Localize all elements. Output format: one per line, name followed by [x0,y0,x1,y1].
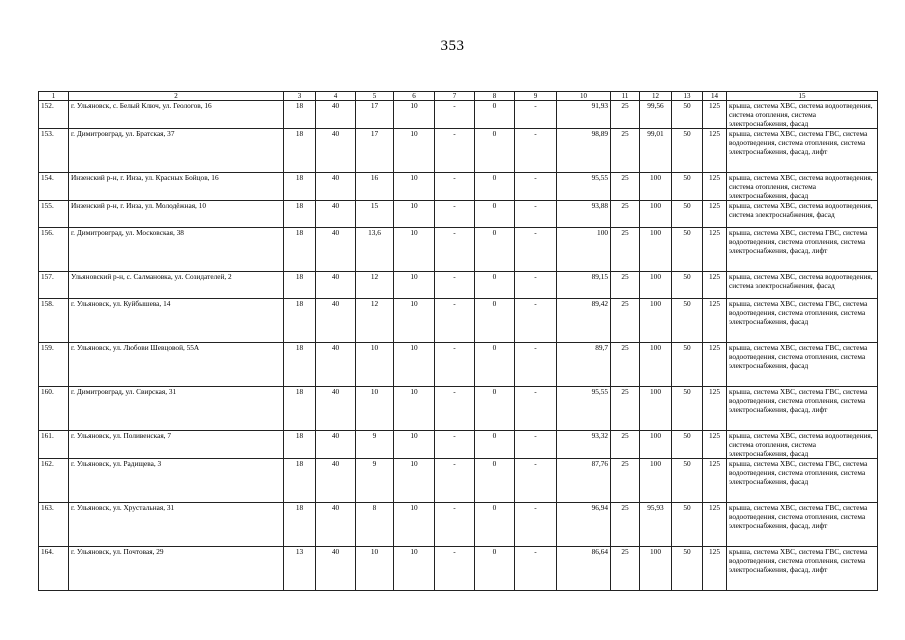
row-number: 158. [39,299,69,343]
col-14-cell: 125 [703,387,727,431]
works-cell: крыша, система ХВС, система ГВС, система водоотведения, система отопления, система электроснабжения, фасад [727,459,878,503]
col-6-cell: 10 [394,387,435,431]
col-6-cell: 10 [394,299,435,343]
address-cell: Ульяновский р-н, с. Салмановка, ул. Созидателей, 2 [69,272,284,299]
address-cell: г. Ульяновск, ул. Почтовая, 29 [69,547,284,591]
col-5-cell: 13,6 [356,228,394,272]
col-9-cell: - [515,228,557,272]
address-cell: г. Ульяновск, ул. Куйбышева, 14 [69,299,284,343]
column-header-5: 5 [356,92,394,101]
row-number: 154. [39,173,69,201]
col-13-cell: 50 [672,173,703,201]
col-11-cell: 25 [611,173,640,201]
col-12-cell: 95,93 [640,503,672,547]
col-7-cell: - [435,228,475,272]
col-11-cell: 25 [611,343,640,387]
col-5-cell: 15 [356,201,394,228]
col-9-cell: - [515,387,557,431]
col-7-cell: - [435,431,475,459]
table-row [39,343,878,387]
col-4-cell: 40 [316,228,356,272]
col-6-cell: 10 [394,228,435,272]
col-12-cell: 100 [640,173,672,201]
col-10-cell: 93,88 [557,201,611,228]
col-12-cell: 100 [640,343,672,387]
col-9-cell: - [515,129,557,173]
col-12-cell: 99,56 [640,101,672,129]
works-cell: крыша, система ХВС, система ГВС, система водоотведения, система отопления, система электроснабжения, фасад, лифт [727,228,878,272]
col-3-cell: 18 [284,173,316,201]
col-6-cell: 10 [394,201,435,228]
col-12-cell: 100 [640,228,672,272]
col-8-cell: 0 [475,129,515,173]
col-8-cell: 0 [475,503,515,547]
col-14-cell: 125 [703,201,727,228]
col-7-cell: - [435,547,475,591]
col-4-cell: 40 [316,129,356,173]
col-6-cell: 10 [394,272,435,299]
col-10-cell: 91,93 [557,101,611,129]
col-7-cell: - [435,129,475,173]
column-header-2: 2 [69,92,284,101]
col-4-cell: 40 [316,343,356,387]
col-8-cell: 0 [475,101,515,129]
col-9-cell: - [515,431,557,459]
col-13-cell: 50 [672,503,703,547]
col-8-cell: 0 [475,272,515,299]
row-number: 157. [39,272,69,299]
col-12-cell: 100 [640,272,672,299]
col-3-cell: 18 [284,228,316,272]
address-cell: г. Димитровград, ул. Московская, 38 [69,228,284,272]
col-13-cell: 50 [672,547,703,591]
table-row [39,503,878,547]
table-row [39,129,878,173]
col-12-cell: 100 [640,201,672,228]
col-4-cell: 40 [316,431,356,459]
col-6-cell: 10 [394,343,435,387]
works-cell: крыша, система ХВС, система водоотведения, система отопления, система электроснабжения, фасад [727,101,878,129]
col-14-cell: 125 [703,272,727,299]
col-9-cell: - [515,101,557,129]
column-header-6: 6 [394,92,435,101]
col-6-cell: 10 [394,547,435,591]
works-cell: крыша, система ХВС, система водоотведения, система электроснабжения, фасад [727,201,878,228]
column-header-8: 8 [475,92,515,101]
works-cell: крыша, система ХВС, система ГВС, система водоотведения, система отопления, система электроснабжения, фасад [727,343,878,387]
col-7-cell: - [435,387,475,431]
works-cell: крыша, система ХВС, система ГВС, система водоотведения, система отопления, система электроснабжения, фасад, лифт [727,129,878,173]
col-4-cell: 40 [316,299,356,343]
row-number: 153. [39,129,69,173]
address-cell: г. Димитровград, ул. Братская, 37 [69,129,284,173]
works-cell: крыша, система ХВС, система водоотведения, система электроснабжения, фасад [727,272,878,299]
col-5-cell: 17 [356,101,394,129]
table-row [39,547,878,591]
col-14-cell: 125 [703,101,727,129]
col-11-cell: 25 [611,299,640,343]
col-13-cell: 50 [672,431,703,459]
col-3-cell: 13 [284,547,316,591]
col-14-cell: 125 [703,129,727,173]
column-header-12: 12 [640,92,672,101]
col-10-cell: 96,94 [557,503,611,547]
col-10-cell: 89,7 [557,343,611,387]
col-9-cell: - [515,343,557,387]
table-row [39,272,878,299]
col-5-cell: 12 [356,272,394,299]
address-cell: г. Ульяновск, ул. Хрустальная, 31 [69,503,284,547]
col-4-cell: 40 [316,101,356,129]
col-8-cell: 0 [475,228,515,272]
column-header-9: 9 [515,92,557,101]
col-8-cell: 0 [475,299,515,343]
row-number: 162. [39,459,69,503]
col-4-cell: 40 [316,547,356,591]
col-4-cell: 40 [316,201,356,228]
col-10-cell: 89,15 [557,272,611,299]
table-row [39,228,878,272]
col-6-cell: 10 [394,459,435,503]
col-14-cell: 125 [703,343,727,387]
col-8-cell: 0 [475,459,515,503]
col-5-cell: 12 [356,299,394,343]
address-cell: г. Ульяновск, ул. Поливенская, 7 [69,431,284,459]
row-number: 159. [39,343,69,387]
table-row [39,101,878,129]
address-cell: г. Ульяновск, ул. Любови Шевцовой, 55А [69,343,284,387]
col-7-cell: - [435,343,475,387]
table-row [39,431,878,459]
col-6-cell: 10 [394,129,435,173]
col-3-cell: 18 [284,299,316,343]
col-7-cell: - [435,299,475,343]
col-3-cell: 18 [284,129,316,173]
col-11-cell: 25 [611,547,640,591]
works-cell: крыша, система ХВС, система ГВС, система водоотведения, система отопления, система электроснабжения, фасад [727,299,878,343]
col-8-cell: 0 [475,431,515,459]
col-8-cell: 0 [475,173,515,201]
col-11-cell: 25 [611,201,640,228]
col-12-cell: 100 [640,387,672,431]
col-5-cell: 16 [356,173,394,201]
col-5-cell: 9 [356,431,394,459]
col-8-cell: 0 [475,387,515,431]
col-5-cell: 10 [356,547,394,591]
col-9-cell: - [515,173,557,201]
header-row [39,92,878,101]
col-6-cell: 10 [394,101,435,129]
row-number: 156. [39,228,69,272]
col-10-cell: 95,55 [557,387,611,431]
col-3-cell: 18 [284,459,316,503]
col-8-cell: 0 [475,547,515,591]
col-5-cell: 17 [356,129,394,173]
col-10-cell: 87,76 [557,459,611,503]
col-11-cell: 25 [611,272,640,299]
col-14-cell: 125 [703,547,727,591]
col-12-cell: 100 [640,547,672,591]
row-number: 155. [39,201,69,228]
row-number: 152. [39,101,69,129]
register-table [38,91,878,591]
col-4-cell: 40 [316,503,356,547]
col-14-cell: 125 [703,431,727,459]
col-9-cell: - [515,547,557,591]
table-row [39,387,878,431]
col-10-cell: 86,64 [557,547,611,591]
col-13-cell: 50 [672,101,703,129]
column-header-10: 10 [557,92,611,101]
col-7-cell: - [435,173,475,201]
col-10-cell: 100 [557,228,611,272]
works-cell: крыша, система ХВС, система водоотведения, система отопления, система электроснабжения, фасад [727,431,878,459]
col-13-cell: 50 [672,272,703,299]
col-7-cell: - [435,101,475,129]
row-number: 161. [39,431,69,459]
col-4-cell: 40 [316,387,356,431]
row-number: 163. [39,503,69,547]
address-cell: г. Ульяновск, с. Белый Ключ, ул. Геологов, 16 [69,101,284,129]
col-14-cell: 125 [703,299,727,343]
col-10-cell: 93,32 [557,431,611,459]
address-cell: г. Ульяновск, ул. Радищева, 3 [69,459,284,503]
address-cell: г. Димитровград, ул. Свирская, 31 [69,387,284,431]
col-4-cell: 40 [316,459,356,503]
column-header-13: 13 [672,92,703,101]
column-header-7: 7 [435,92,475,101]
col-8-cell: 0 [475,201,515,228]
col-13-cell: 50 [672,387,703,431]
col-7-cell: - [435,503,475,547]
column-header-14: 14 [703,92,727,101]
col-11-cell: 25 [611,101,640,129]
col-5-cell: 10 [356,387,394,431]
col-5-cell: 8 [356,503,394,547]
col-13-cell: 50 [672,129,703,173]
col-14-cell: 125 [703,503,727,547]
col-7-cell: - [435,459,475,503]
col-13-cell: 50 [672,343,703,387]
page-number: 353 [440,38,465,54]
col-6-cell: 10 [394,173,435,201]
table-row [39,173,878,201]
col-13-cell: 50 [672,201,703,228]
col-5-cell: 10 [356,343,394,387]
column-header-3: 3 [284,92,316,101]
col-3-cell: 18 [284,503,316,547]
col-3-cell: 18 [284,387,316,431]
col-6-cell: 10 [394,503,435,547]
col-12-cell: 100 [640,431,672,459]
col-3-cell: 18 [284,101,316,129]
col-13-cell: 50 [672,299,703,343]
col-5-cell: 9 [356,459,394,503]
column-header-11: 11 [611,92,640,101]
address-cell: Инзенский р-н, г. Инза, ул. Красных Бойцов, 16 [69,173,284,201]
works-cell: крыша, система ХВС, система ГВС, система водоотведения, система отопления, система электроснабжения, фасад, лифт [727,387,878,431]
table-row [39,201,878,228]
works-cell: крыша, система ХВС, система ГВС, система водоотведения, система отопления, система электроснабжения, фасад, лифт [727,503,878,547]
table-row [39,299,878,343]
col-11-cell: 25 [611,228,640,272]
row-number: 164. [39,547,69,591]
col-7-cell: - [435,272,475,299]
col-12-cell: 100 [640,459,672,503]
column-header-1: 1 [39,92,69,101]
col-11-cell: 25 [611,503,640,547]
col-14-cell: 125 [703,459,727,503]
table-row [39,459,878,503]
col-14-cell: 125 [703,228,727,272]
col-13-cell: 50 [672,228,703,272]
col-3-cell: 18 [284,201,316,228]
works-cell: крыша, система ХВС, система водоотведения, система отопления, система электроснабжения, фасад [727,173,878,201]
col-12-cell: 99,01 [640,129,672,173]
col-4-cell: 40 [316,272,356,299]
col-12-cell: 100 [640,299,672,343]
col-11-cell: 25 [611,431,640,459]
row-number: 160. [39,387,69,431]
col-9-cell: - [515,272,557,299]
col-11-cell: 25 [611,459,640,503]
address-cell: Инзенский р-н, г. Инза, ул. Молодёжная, 10 [69,201,284,228]
col-3-cell: 18 [284,272,316,299]
column-header-15: 15 [727,92,878,101]
col-10-cell: 98,89 [557,129,611,173]
col-9-cell: - [515,299,557,343]
col-3-cell: 18 [284,343,316,387]
col-10-cell: 89,42 [557,299,611,343]
col-11-cell: 25 [611,129,640,173]
col-13-cell: 50 [672,459,703,503]
col-7-cell: - [435,201,475,228]
col-9-cell: - [515,459,557,503]
col-8-cell: 0 [475,343,515,387]
col-4-cell: 40 [316,173,356,201]
col-9-cell: - [515,503,557,547]
column-header-4: 4 [316,92,356,101]
col-6-cell: 10 [394,431,435,459]
works-cell: крыша, система ХВС, система ГВС, система водоотведения, система отопления, система электроснабжения, фасад, лифт [727,547,878,591]
col-10-cell: 95,55 [557,173,611,201]
col-14-cell: 125 [703,173,727,201]
col-3-cell: 18 [284,431,316,459]
col-11-cell: 25 [611,387,640,431]
col-9-cell: - [515,201,557,228]
